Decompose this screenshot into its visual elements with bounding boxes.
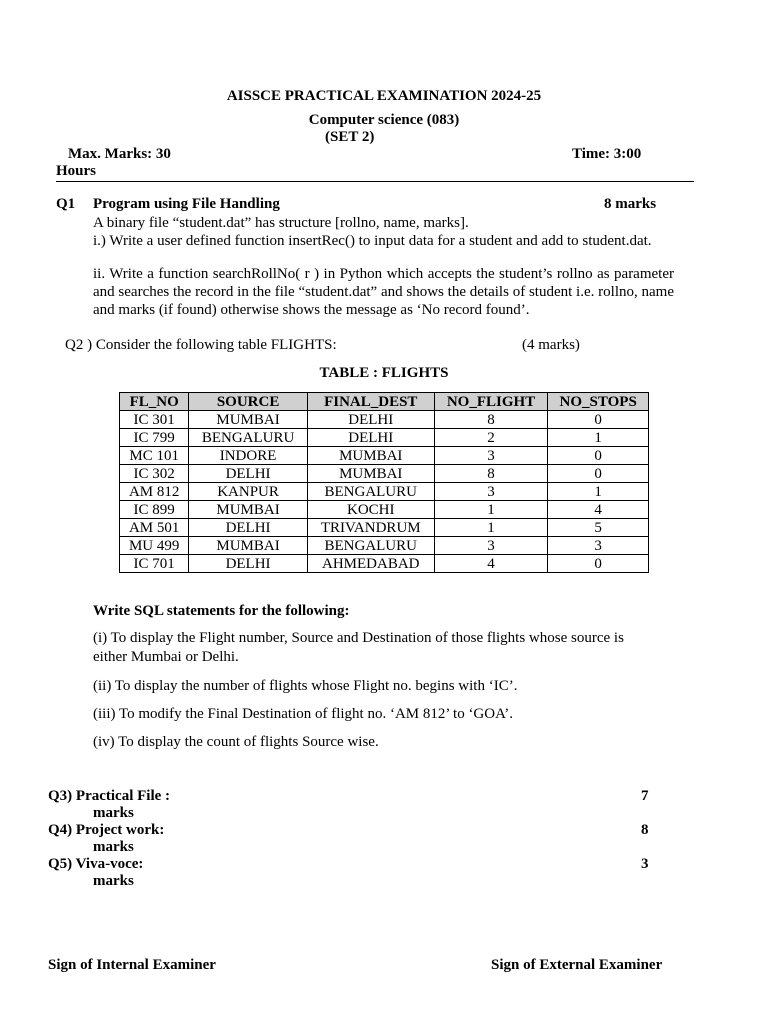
table-cell: BENGALURU (307, 483, 434, 501)
sql-item-2: (ii) To display the number of flights whose Flight no. begins with ‘IC’. (93, 678, 518, 694)
column-header: FL_NO (120, 393, 189, 411)
table-row (120, 537, 649, 555)
table-cell: MUMBAI (189, 501, 307, 519)
sql-item-3: (iii) To modify the Final Destination of flight no. ‘AM 812’ to ‘GOA’. (93, 706, 514, 722)
table-row (120, 483, 649, 501)
table-cell: 1 (434, 501, 548, 519)
table-cell: IC 301 (120, 411, 189, 429)
table-cell: 4 (548, 501, 649, 519)
table-cell: 1 (548, 429, 649, 447)
table-cell: 8 (434, 411, 548, 429)
q4-label: Q4) Project work: (48, 822, 165, 838)
q2-prompt: Q2 ) Consider the following table FLIGHTS: (65, 337, 337, 353)
header-divider (56, 181, 694, 182)
q1-marks: 8 marks (604, 196, 657, 212)
table-cell: 3 (434, 483, 548, 501)
table-cell: 1 (548, 483, 649, 501)
table-cell: DELHI (307, 411, 434, 429)
column-header: NO_STOPS (548, 393, 649, 411)
table-title: TABLE : FLIGHTS (319, 365, 449, 381)
table-cell: AM 501 (120, 519, 189, 537)
subject-line: Computer science (083) (308, 112, 460, 128)
table-cell: MU 499 (120, 537, 189, 555)
time-label: Time: 3:00 (572, 146, 642, 162)
table-header-row (120, 393, 649, 411)
table-cell: MUMBAI (307, 465, 434, 483)
table-cell: MUMBAI (189, 537, 307, 555)
flights-table (119, 392, 649, 573)
table-cell: 5 (548, 519, 649, 537)
table-cell: AM 812 (120, 483, 189, 501)
q2-marks: (4 marks) (522, 337, 580, 353)
q5-value: 3 (641, 856, 649, 872)
table-row (120, 555, 649, 573)
table-cell: TRIVANDRUM (307, 519, 434, 537)
table-cell: KOCHI (307, 501, 434, 519)
table-cell: IC 799 (120, 429, 189, 447)
table-cell: MUMBAI (189, 411, 307, 429)
q1-part2: ii. Write a function searchRollNo( r ) in Python which accepts the student’s rollno as parameter and searches the record in the file “student.dat” and shows the details of student i.e. rollno, name and marks (if found) otherwise shows the message as ‘No record found’. (93, 266, 674, 318)
table-cell: 4 (434, 555, 548, 573)
table-row (120, 447, 649, 465)
q4-value: 8 (641, 822, 649, 838)
table-cell: IC 899 (120, 501, 189, 519)
table-cell: 0 (548, 411, 649, 429)
table-cell: 0 (548, 465, 649, 483)
set-label: (SET 2) (325, 129, 375, 145)
table-row (120, 411, 649, 429)
q1-part1: i.) Write a user defined function insertRec() to input data for a student and add to student.dat. (93, 233, 652, 249)
q1-number: Q1 (56, 196, 76, 212)
hours-label: Hours (56, 163, 97, 179)
table-row (120, 465, 649, 483)
table-cell: IC 701 (120, 555, 189, 573)
table-cell: 0 (548, 447, 649, 465)
q1-title: Program using File Handling (93, 196, 280, 212)
exam-title: AISSCE PRACTICAL EXAMINATION 2024-25 (226, 88, 542, 104)
sql-heading: Write SQL statements for the following: (93, 603, 350, 619)
table-cell: 1 (434, 519, 548, 537)
q3-label: Q3) Practical File : (48, 788, 171, 804)
column-header: NO_FLIGHT (434, 393, 548, 411)
q1-intro: A binary file “student.dat” has structure [rollno, name, marks]. (93, 215, 469, 231)
table-cell: 3 (434, 537, 548, 555)
q5-unit: marks (93, 873, 134, 889)
table-cell: 3 (548, 537, 649, 555)
sql-item-4: (iv) To display the count of flights Source wise. (93, 734, 379, 750)
table-row (120, 429, 649, 447)
table-cell: DELHI (307, 429, 434, 447)
table-cell: KANPUR (189, 483, 307, 501)
q4-unit: marks (93, 839, 134, 855)
table-cell: 0 (548, 555, 649, 573)
q5-label: Q5) Viva-voce: (48, 856, 144, 872)
column-header: SOURCE (189, 393, 307, 411)
table-cell: AHMEDABAD (307, 555, 434, 573)
table-cell: 8 (434, 465, 548, 483)
column-header: FINAL_DEST (307, 393, 434, 411)
table-cell: BENGALURU (307, 537, 434, 555)
sql-item-1: (i) To display the Flight number, Source and Destination of those flights whose source is either Mumbai or Delhi. (93, 630, 624, 665)
external-examiner-sign: Sign of External Examiner (491, 957, 663, 973)
internal-examiner-sign: Sign of Internal Examiner (48, 957, 216, 973)
table-row (120, 501, 649, 519)
table-cell: INDORE (189, 447, 307, 465)
table-cell: DELHI (189, 465, 307, 483)
table-cell: BENGALURU (189, 429, 307, 447)
table-cell: IC 302 (120, 465, 189, 483)
table-cell: MUMBAI (307, 447, 434, 465)
q3-unit: marks (93, 805, 134, 821)
table-cell: DELHI (189, 519, 307, 537)
table-cell: 2 (434, 429, 548, 447)
table-row (120, 519, 649, 537)
table-cell: 3 (434, 447, 548, 465)
table-cell: MC 101 (120, 447, 189, 465)
q3-value: 7 (641, 788, 649, 804)
table-cell: DELHI (189, 555, 307, 573)
max-marks: Max. Marks: 30 (68, 146, 171, 162)
